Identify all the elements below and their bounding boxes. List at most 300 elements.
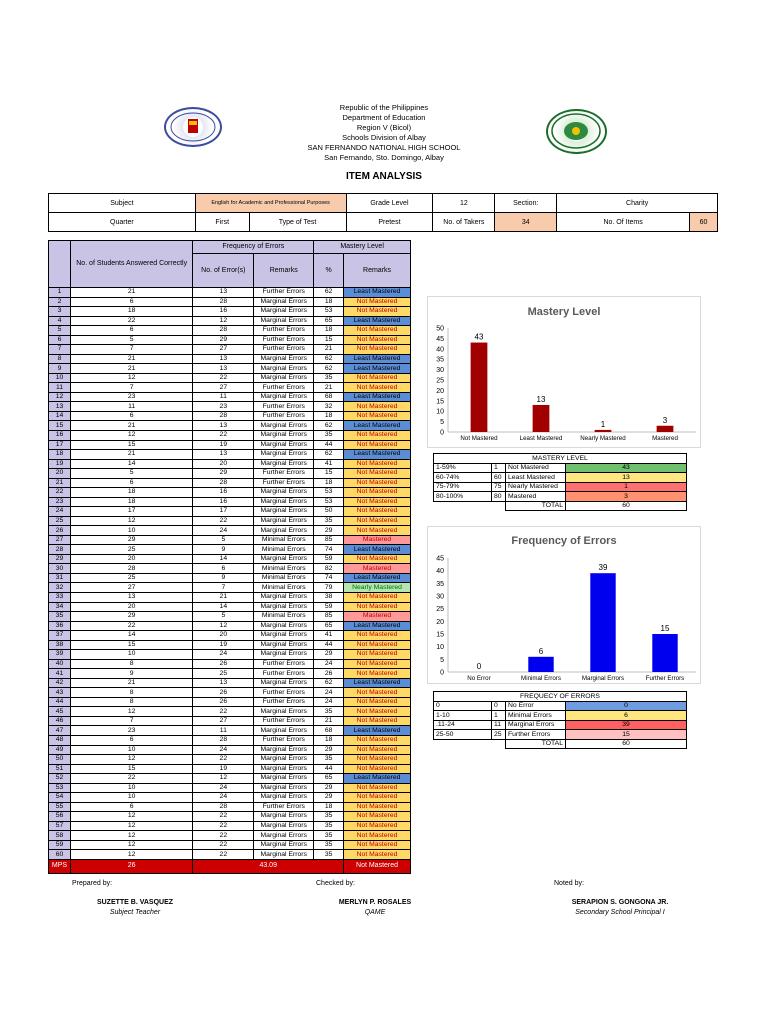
table-row	[49, 707, 411, 717]
summary-label: Mastered	[506, 492, 566, 502]
mastery-remark: Least Mastered	[344, 678, 411, 688]
percent: 29	[314, 526, 344, 536]
correct-count: 12	[70, 821, 192, 831]
mastery-remark: Not Mastered	[344, 812, 411, 822]
percent: 59	[314, 554, 344, 564]
error-count: 14	[193, 554, 254, 564]
correct-count: 22	[70, 621, 192, 631]
error-count: 13	[193, 421, 254, 431]
error-remark: Marginal Errors	[254, 812, 314, 822]
error-count: 9	[193, 573, 254, 583]
mastery-summary-row-total	[434, 501, 687, 511]
section-value: Charity	[557, 194, 718, 213]
mastery-remark: Not Mastered	[344, 411, 411, 421]
item-number: 27	[49, 535, 71, 545]
percent: 50	[314, 507, 344, 517]
percent: 74	[314, 573, 344, 583]
bar-value-label: 39	[598, 563, 608, 573]
mastery-remark: Not Mastered	[344, 507, 411, 517]
percent: 62	[314, 450, 344, 460]
summary-code: 25	[492, 730, 506, 740]
items-value: 60	[689, 213, 717, 232]
mastery-remark: Not Mastered	[344, 440, 411, 450]
error-remark: Further Errors	[254, 326, 314, 336]
error-remark: Marginal Errors	[254, 450, 314, 460]
error-remark: Marginal Errors	[254, 307, 314, 317]
item-number: 46	[49, 716, 71, 726]
correct-count: 6	[70, 735, 192, 745]
error-count: 22	[193, 821, 254, 831]
percent: 59	[314, 602, 344, 612]
error-remark: Marginal Errors	[254, 707, 314, 717]
table-row	[49, 402, 411, 412]
mastery-remark: Least Mastered	[344, 288, 411, 298]
summary-label: Marginal Errors	[506, 720, 566, 730]
error-count: 13	[193, 364, 254, 374]
percent: 18	[314, 478, 344, 488]
errors-summary-row-total	[434, 739, 687, 749]
error-remark: Marginal Errors	[254, 783, 314, 793]
mastery-remark: Not Mastered	[344, 735, 411, 745]
summary-range: 60-74%	[434, 473, 492, 483]
error-remark: Marginal Errors	[254, 678, 314, 688]
errors-header: No. of Error(s)	[193, 254, 254, 288]
error-count: 13	[193, 354, 254, 364]
bar-value-label: 6	[538, 646, 544, 656]
mastery-remark: Least Mastered	[344, 774, 411, 784]
table-row	[49, 335, 411, 345]
mastery-remark: Not Mastered	[344, 459, 411, 469]
error-count: 24	[193, 745, 254, 755]
error-count: 9	[193, 545, 254, 555]
summary-count: 15	[566, 730, 687, 740]
percent: 85	[314, 612, 344, 622]
mastery-summary-table	[433, 453, 687, 511]
summary-blank	[434, 501, 506, 511]
table-row	[49, 450, 411, 460]
correct-count: 5	[70, 335, 192, 345]
mastery-remarks-header: Remarks	[344, 254, 411, 288]
error-remark: Marginal Errors	[254, 793, 314, 803]
error-count: 22	[193, 430, 254, 440]
table-row	[49, 774, 411, 784]
header-line: Department of Education	[342, 113, 426, 122]
summary-code: 11	[492, 720, 506, 730]
percent: 18	[314, 411, 344, 421]
mastery-remark: Least Mastered	[344, 621, 411, 631]
percent: 44	[314, 764, 344, 774]
percent: 62	[314, 288, 344, 298]
item-number: 18	[49, 450, 71, 460]
error-remark: Marginal Errors	[254, 526, 314, 536]
error-remark: Further Errors	[254, 345, 314, 355]
error-count: 22	[193, 755, 254, 765]
error-remark: Marginal Errors	[254, 297, 314, 307]
percent: 85	[314, 535, 344, 545]
summary-count: 39	[566, 720, 687, 730]
error-count: 22	[193, 707, 254, 717]
percent: 62	[314, 354, 344, 364]
item-number: 39	[49, 650, 71, 660]
percent: 38	[314, 593, 344, 603]
prepared-label: Prepared by:	[72, 880, 113, 887]
percent: 15	[314, 469, 344, 479]
error-remark: Further Errors	[254, 383, 314, 393]
errors-summary-row	[434, 711, 687, 721]
percent: 68	[314, 726, 344, 736]
table-row	[49, 735, 411, 745]
mastery-remark: Not Mastered	[344, 802, 411, 812]
correct-count: 12	[70, 430, 192, 440]
error-remark: Further Errors	[254, 288, 314, 298]
category-label: Nearly Mastered	[580, 435, 626, 442]
error-remark: Marginal Errors	[254, 764, 314, 774]
mastery-remark: Not Mastered	[344, 755, 411, 765]
summary-range: 80-100%	[434, 492, 492, 502]
mastery-remark: Not Mastered	[344, 297, 411, 307]
error-count: 5	[193, 612, 254, 622]
error-remark: Marginal Errors	[254, 373, 314, 383]
item-number: 51	[49, 764, 71, 774]
summary-count: 0	[566, 701, 687, 711]
table-row	[49, 755, 411, 765]
percent: 41	[314, 459, 344, 469]
percent-header: %	[314, 254, 344, 288]
mastery-remark: Not Mastered	[344, 526, 411, 536]
error-remark: Marginal Errors	[254, 602, 314, 612]
checked-title: QAME	[364, 909, 386, 916]
y-tick-label: 15	[436, 398, 444, 406]
percent: 65	[314, 316, 344, 326]
item-number: 57	[49, 821, 71, 831]
item-number: 26	[49, 526, 71, 536]
error-count: 16	[193, 497, 254, 507]
mastery-remark: Not Mastered	[344, 631, 411, 641]
percent: 18	[314, 297, 344, 307]
correct-count: 12	[70, 831, 192, 841]
error-count: 24	[193, 526, 254, 536]
mastery-remark: Least Mastered	[344, 421, 411, 431]
summary-code: 1	[492, 463, 506, 473]
table-row	[49, 793, 411, 803]
error-count: 27	[193, 383, 254, 393]
percent: 82	[314, 564, 344, 574]
checked-label: Checked by:	[316, 880, 355, 887]
y-tick-label: 30	[436, 593, 444, 601]
error-remark: Minimal Errors	[254, 573, 314, 583]
error-count: 22	[193, 831, 254, 841]
summary-count: 13	[566, 473, 687, 483]
table-row	[49, 326, 411, 336]
mastery-remark: Least Mastered	[344, 354, 411, 364]
percent: 35	[314, 707, 344, 717]
header-line: Schools Division of Albay	[342, 133, 426, 142]
item-number: 45	[49, 707, 71, 717]
table-row	[49, 669, 411, 679]
mastery-summary-row	[434, 463, 687, 473]
item-number: 14	[49, 411, 71, 421]
error-remark: Further Errors	[254, 469, 314, 479]
bar	[652, 634, 677, 672]
correct-count: 14	[70, 459, 192, 469]
mastery-remark: Not Mastered	[344, 707, 411, 717]
y-tick-label: 0	[440, 669, 444, 677]
correct-count: 8	[70, 697, 192, 707]
error-count: 13	[193, 678, 254, 688]
category-label: Least Mastered	[519, 435, 563, 442]
summary-label: No Error	[506, 701, 566, 711]
table-row	[49, 678, 411, 688]
correct-header: No. of Students Answered Correctly	[70, 241, 192, 288]
correct-count: 25	[70, 545, 192, 555]
mastery-remark: Least Mastered	[344, 316, 411, 326]
items-label: No. Of Items	[557, 213, 690, 232]
table-row	[49, 421, 411, 431]
error-count: 12	[193, 316, 254, 326]
table-row	[49, 650, 411, 660]
error-remark: Marginal Errors	[254, 421, 314, 431]
bar-value-label: 1	[600, 419, 606, 429]
percent: 62	[314, 678, 344, 688]
percent: 24	[314, 697, 344, 707]
item-number: 12	[49, 392, 71, 402]
summary-code: 60	[492, 473, 506, 483]
error-count: 22	[193, 840, 254, 850]
table-row	[49, 364, 411, 374]
error-count: 27	[193, 345, 254, 355]
error-count: 25	[193, 669, 254, 679]
error-remark: Further Errors	[254, 716, 314, 726]
mastery-remark: Not Mastered	[344, 430, 411, 440]
error-remark: Minimal Errors	[254, 535, 314, 545]
percent: 29	[314, 793, 344, 803]
correct-count: 18	[70, 488, 192, 498]
mastery-remark: Not Mastered	[344, 488, 411, 498]
item-number-header	[49, 241, 71, 288]
item-number: 31	[49, 573, 71, 583]
error-count: 22	[193, 850, 254, 860]
table-row	[49, 564, 411, 574]
mastery-remark: Not Mastered	[344, 478, 411, 488]
correct-count: 5	[70, 469, 192, 479]
mastery-remark: Not Mastered	[344, 469, 411, 479]
mastery-remark: Mastered	[344, 535, 411, 545]
error-remark: Further Errors	[254, 411, 314, 421]
percent: 68	[314, 392, 344, 402]
mastery-remark: Not Mastered	[344, 850, 411, 860]
correct-count: 8	[70, 688, 192, 698]
y-tick-label: 50	[436, 325, 444, 333]
error-remark: Marginal Errors	[254, 593, 314, 603]
summary-total-label: TOTAL	[506, 501, 566, 511]
error-count: 28	[193, 297, 254, 307]
correct-count: 12	[70, 850, 192, 860]
mastery-remark: Not Mastered	[344, 640, 411, 650]
y-tick-label: 5	[440, 656, 444, 664]
mastery-remark: Not Mastered	[344, 373, 411, 383]
y-tick-label: 40	[436, 346, 444, 354]
error-remark: Marginal Errors	[254, 554, 314, 564]
mastery-remark: Least Mastered	[344, 573, 411, 583]
mastery-remark: Not Mastered	[344, 840, 411, 850]
frequency-header: Frequency of Errors	[193, 241, 314, 254]
summary-total: 60	[566, 739, 687, 749]
item-number: 38	[49, 640, 71, 650]
error-remark: Minimal Errors	[254, 564, 314, 574]
error-count: 26	[193, 697, 254, 707]
correct-count: 17	[70, 507, 192, 517]
mastery-remark: Not Mastered	[344, 602, 411, 612]
summary-label: Nearly Mastered	[506, 482, 566, 492]
y-tick-label: 45	[436, 555, 444, 563]
table-row	[49, 545, 411, 555]
error-count: 5	[193, 535, 254, 545]
correct-count: 6	[70, 411, 192, 421]
correct-count: 10	[70, 783, 192, 793]
mastery-remark: Not Mastered	[344, 697, 411, 707]
table-row	[49, 697, 411, 707]
item-number: 58	[49, 831, 71, 841]
mastery-remark: Not Mastered	[344, 764, 411, 774]
item-number: 34	[49, 602, 71, 612]
error-remark: Marginal Errors	[254, 430, 314, 440]
summary-range: .11-24	[434, 720, 492, 730]
summary-range: 25-50	[434, 730, 492, 740]
correct-count: 6	[70, 478, 192, 488]
summary-range: 75-79%	[434, 482, 492, 492]
header-line: SAN FERNANDO NATIONAL HIGH SCHOOL	[307, 143, 461, 152]
item-number: 19	[49, 459, 71, 469]
error-count: 26	[193, 659, 254, 669]
prepared-title: Subject Teacher	[109, 909, 161, 916]
mastery-remark: Least Mastered	[344, 450, 411, 460]
summary-count: 1	[566, 482, 687, 492]
percent: 65	[314, 774, 344, 784]
item-number: 37	[49, 631, 71, 641]
correct-count: 15	[70, 440, 192, 450]
correct-count: 14	[70, 631, 192, 641]
percent: 74	[314, 545, 344, 555]
error-remark: Marginal Errors	[254, 840, 314, 850]
item-number: 11	[49, 383, 71, 393]
item-number: 60	[49, 850, 71, 860]
errors-chart-panel	[427, 526, 701, 684]
mastery-remark: Not Mastered	[344, 659, 411, 669]
school-header	[0, 103, 768, 163]
summary-total: 60	[566, 501, 687, 511]
item-number: 40	[49, 659, 71, 669]
correct-count: 7	[70, 345, 192, 355]
percent: 21	[314, 383, 344, 393]
item-number: 42	[49, 678, 71, 688]
table-row	[49, 831, 411, 841]
category-label: Further Errors	[645, 675, 685, 682]
bar-value-label: 13	[536, 394, 546, 404]
item-number: 20	[49, 469, 71, 479]
summary-label: Least Mastered	[506, 473, 566, 483]
mastery-remark: Not Mastered	[344, 345, 411, 355]
error-remark: Further Errors	[254, 735, 314, 745]
summary-range: 1-10	[434, 711, 492, 721]
table-row	[49, 821, 411, 831]
table-row	[49, 659, 411, 669]
correct-count: 10	[70, 650, 192, 660]
grade-label: Grade Level	[346, 194, 433, 213]
mps-percent: 43.09	[193, 859, 344, 873]
errors-chart-title: Frequency of Errors	[511, 535, 617, 547]
mastery-remark: Least Mastered	[344, 392, 411, 402]
error-remark: Further Errors	[254, 697, 314, 707]
bar-value-label: 43	[474, 332, 484, 342]
mastery-chart-title: Mastery Level	[527, 306, 601, 318]
error-count: 28	[193, 802, 254, 812]
percent: 44	[314, 440, 344, 450]
mastery-remark: Not Mastered	[344, 383, 411, 393]
correct-count: 21	[70, 354, 192, 364]
correct-count: 25	[70, 573, 192, 583]
error-remark: Marginal Errors	[254, 726, 314, 736]
percent: 35	[314, 755, 344, 765]
errors-summary-row	[434, 730, 687, 740]
item-number: 29	[49, 554, 71, 564]
table-row	[49, 631, 411, 641]
item-number: 28	[49, 545, 71, 555]
error-remark: Marginal Errors	[254, 459, 314, 469]
summary-label: Not Mastered	[506, 463, 566, 473]
correct-count: 12	[70, 755, 192, 765]
error-count: 19	[193, 640, 254, 650]
item-number: 50	[49, 755, 71, 765]
error-count: 7	[193, 583, 254, 593]
takers-label: No. of Takers	[433, 213, 495, 232]
mastery-remark: Not Mastered	[344, 307, 411, 317]
item-number: 6	[49, 335, 71, 345]
item-number: 3	[49, 307, 71, 317]
item-number: 56	[49, 812, 71, 822]
error-remark: Marginal Errors	[254, 755, 314, 765]
error-count: 14	[193, 602, 254, 612]
error-remark: Marginal Errors	[254, 354, 314, 364]
error-remark: Marginal Errors	[254, 364, 314, 374]
error-remark: Marginal Errors	[254, 621, 314, 631]
correct-count: 23	[70, 392, 192, 402]
correct-count: 22	[70, 316, 192, 326]
error-remark: Minimal Errors	[254, 612, 314, 622]
error-count: 16	[193, 307, 254, 317]
error-remark: Marginal Errors	[254, 440, 314, 450]
table-row	[49, 516, 411, 526]
item-number: 53	[49, 783, 71, 793]
error-remark: Marginal Errors	[254, 516, 314, 526]
summary-code: 0	[492, 701, 506, 711]
percent: 32	[314, 402, 344, 412]
mastery-remark: Not Mastered	[344, 326, 411, 336]
item-number: 16	[49, 430, 71, 440]
correct-count: 8	[70, 659, 192, 669]
item-number: 7	[49, 345, 71, 355]
table-row	[49, 316, 411, 326]
correct-count: 12	[70, 373, 192, 383]
correct-count: 6	[70, 802, 192, 812]
error-count: 23	[193, 402, 254, 412]
table-row	[49, 688, 411, 698]
error-count: 13	[193, 450, 254, 460]
takers-value: 34	[495, 213, 557, 232]
errors-summary-row	[434, 720, 687, 730]
item-number: 5	[49, 326, 71, 336]
page-title: ITEM ANALYSIS	[346, 171, 422, 182]
bar	[528, 657, 553, 672]
